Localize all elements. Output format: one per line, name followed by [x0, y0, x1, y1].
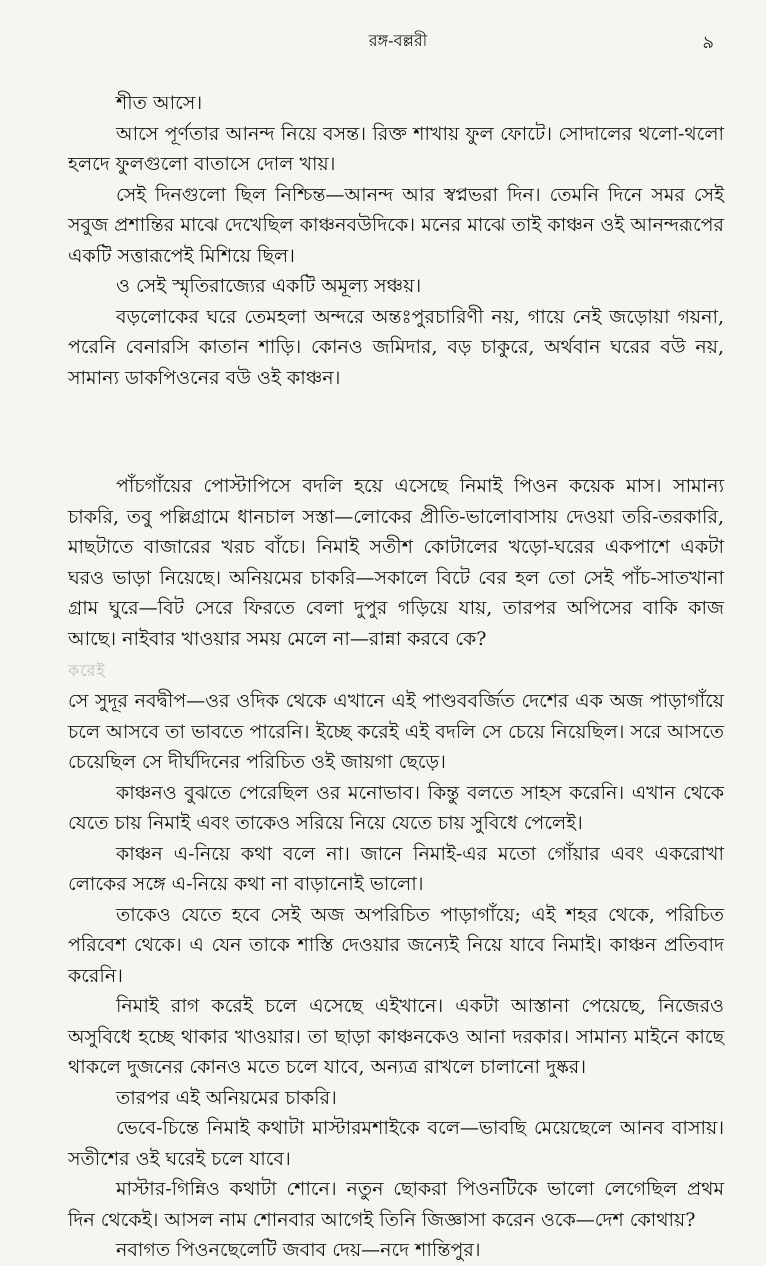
paragraph: ও সেই স্মৃতিরাজ্যের একটি অমূল্য সঞ্চয়। — [116, 275, 422, 297]
paragraph: সেই দিনগুলো ছিল নিশ্চিন্ত—আনন্দ আর স্বপ্নভরা দিন। তেমনি দিনে সমর সেই সবুজ প্রশান্তির মাঝে দেখেছিল কাঞ্চনবউদিকে। মনের মাঝে তাই কাঞ্চন ওই আনন্দরূপের একটি সত্তারূপেই মিশিয়ে ছিল। — [68, 183, 724, 267]
paragraph: কাঞ্চন এ-নিয়ে কথা বলে না। জানে নিমাই-এর মতো গোঁয়ার এবং একরোখা লোকের সঙ্গে এ-নিয়ে কথা না বাড়ানোই ভালো। — [68, 842, 724, 895]
paragraph: নিমাই রাগ করেই চলে এসেছে এইখানে। একটা আস্তানা পেয়েছে, নিজেরও অসুবিধে হচ্ছে থাকার খাওয়ার। তা ছাড়া কাঞ্চনকেও আনা দরকার। সামান্য মাইনে কাছে থাকলে দুজনের কোনও মতে চলে যাবে, অন্যত্র রাখলে চালানো দুষ্কর। — [68, 995, 724, 1078]
paragraph: তাকেও যেতে হবে সেই অজ অপরিচিত পাড়াগাঁয়ে; এই শহর থেকে, পরিচিত পরিবেশ থেকে। এ যেন তাকে শাস্তি দেওয়ার জন্যেই নিয়ে যাবে নিমাই। কাঞ্চন প্রতিবাদ করেনি। — [68, 903, 724, 987]
paragraph: নবাগত পিওনছেলেটি জবাব দেয়—নদে শান্তিপুর। — [116, 1239, 481, 1261]
body-text — [68, 88, 724, 1266]
paragraph: কাঞ্চনও বুঝতে পেরেছিল ওর মনোভাব। কিন্তু বলতে সাহস করেনি। এখান থেকে যেতে চায় নিমাই এবং তাকেও সরিয়ে নিয়ে যেতে চায় সুবিধে পেলেই। — [68, 781, 724, 834]
paragraph: শীত আসে। — [116, 92, 203, 114]
paragraph: বড়লোকের ঘরে তেমহলা অন্দরে অন্তঃপুরচারিণী নয়, গায়ে নেই জড়োয়া গয়না, পরেনি বেনারসি কাতান শাড়ি। কোনও জমিদার, বড় চাকুরে, অর্থবান ঘরের বউ নয়, সামান্য ডাকপিওনের বউ ওই কাঞ্চন। — [68, 305, 724, 389]
smudged-line-tail: করেই — [68, 661, 106, 680]
page-number: ৯ — [702, 32, 714, 53]
paragraph: মাস্টার-গিন্নিও কথাটা শোনে। নতুন ছোকরা পিওনটিকে ভালো লেগেছিল প্রথম দিন থেকেই। আসল নাম শোনবার আগেই তিনি জিজ্ঞাসা করেন ওকে—দেশ কোথায়? — [68, 1178, 724, 1231]
paragraph: পাঁচগাঁয়ের পোস্টাপিসে বদলি হয়ে এসেছে নিমাই পিওন কয়েক মাস। সামান্য চাকরি, তবু পল্লিগ্রামে ধানচাল সস্তা—লোকের প্রীতি-ভালোবাসায় দেওয়া তরি-তরকারি, মাছটাতে বাজারের খরচ বাঁচে। নিমাই সতীশ কোটালের খড়ো-ঘরের একপাশে একটা ঘরও ভাড়া নিয়েছে। অনিয়মের চাকরি—সকালে বিটে বের হল তো সেই পাঁচ-সাতখানা গ্রাম ঘুরে—বিট সেরে ফিরতে বেলা দুপুর গড়িয়ে যায়, তারপর অপিসের বাকি কাজ আছে। নাইবার খাওয়ার সময় মেলে না—রান্না করবে কে? — [68, 475, 724, 650]
paragraph: ভেবে-চিন্তে নিমাই কথাটা মাস্টারমশাইকে বলে—ভাবছি মেয়েছেলে আনব বাসায়। সতীশের ওই ঘরেই চলে যাবে। — [68, 1117, 724, 1170]
paragraph: তারপর এই অনিয়মের চাকরি। — [116, 1086, 337, 1109]
smudged-line — [68, 656, 724, 684]
paragraph: সে সুদূর নবদ্বীপ—ওর ওদিক থেকে এখানে এই পাণ্ডববর্জিত দেশের এক অজ পাড়াগাঁয়ে চলে আসবে তা ভাবতে পারেনি। ইচ্ছে করেই এই বদলি সে চেয়ে নিয়েছিল। সরে আসতে চেয়েছিল সে দীর্ঘদিনের পরিচিত ওই জায়গা ছেড়ে। — [68, 690, 724, 773]
page-header — [70, 28, 726, 58]
paragraph: আসে পূর্ণতার আনন্দ নিয়ে বসন্ত। রিক্ত শাখায় ফুল ফোটে। সোদালের থলো-থলো হলদে ফুলগুলো বাতাসে দোল খায়। — [68, 122, 724, 175]
section-break — [68, 393, 724, 471]
running-title: রঙ্গ-বল্লরী — [368, 31, 428, 50]
